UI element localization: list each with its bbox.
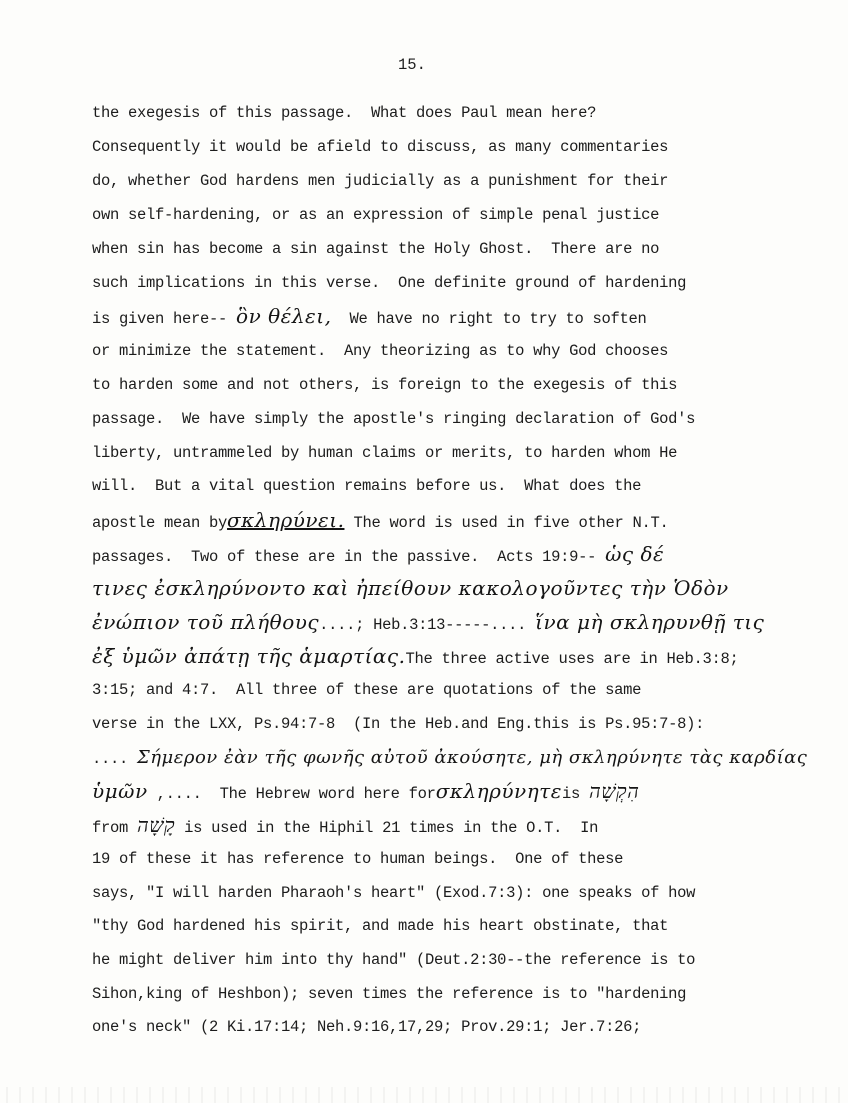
- text-line: [92, 781, 639, 804]
- typed-text: 3:15; and 4:7. All three of these are quotations of the same: [92, 681, 642, 699]
- typed-text: one's neck" (2 Ki.17:14; Neh.9:16,17,29; Prov.29:1; Jer.7:26;: [92, 1018, 642, 1036]
- typed-text: liberty, untrammeled by human claims or merits, to harden whom He: [92, 444, 678, 462]
- text-line: [92, 1017, 641, 1037]
- text-line: [92, 375, 677, 395]
- text-line: [92, 883, 695, 903]
- typed-text: or minimize the statement. Any theorizing as to why God chooses: [92, 342, 669, 360]
- handwritten-insert: הִקְשָׁה: [588, 779, 640, 803]
- text-line: [92, 443, 677, 463]
- typed-text: apostle mean by: [92, 514, 228, 532]
- text-line: [92, 950, 695, 970]
- text-line: [92, 646, 739, 669]
- typed-text: to harden some and not others, is foreign to the exegesis of this: [92, 376, 678, 394]
- handwritten-insert: σκληρύνητε: [435, 779, 562, 803]
- text-line: [92, 137, 668, 157]
- typed-text: verse in the LXX, Ps.94:7-8 (In the Heb.and Eng.this is Ps.95:7-8):: [92, 715, 705, 733]
- typed-text: he might deliver him into thy hand" (Deut.2:30--the reference is to: [92, 951, 696, 969]
- page-number: 15.: [398, 56, 426, 74]
- handwritten-insert: τινες ἐσκληρύνοντο καὶ ἠπείθουν κακολογοῦντες τὴν Ὁδὸν: [92, 576, 729, 600]
- typed-text: We have no right to try to soften: [331, 310, 647, 328]
- text-line: [92, 273, 686, 293]
- text-line: [92, 612, 764, 635]
- text-line: [92, 849, 623, 869]
- text-line: [92, 103, 596, 123]
- text-line: [92, 409, 695, 429]
- text-line: [92, 578, 729, 601]
- text-line: [92, 205, 659, 225]
- handwritten-insert: ὑμῶν: [92, 779, 148, 803]
- typed-text: Consequently it would be afield to discuss, as many commentaries: [92, 138, 669, 156]
- typed-text: ....: [92, 750, 138, 768]
- handwritten-insert: ἐνώπιον τοῦ πλήθους: [92, 610, 320, 634]
- text-line: [92, 239, 659, 259]
- typed-text: when sin has become a sin against the Holy Ghost. There are no: [92, 240, 660, 258]
- typed-text: says, "I will harden Pharaoh's heart" (Exod.7:3): one speaks of how: [92, 884, 696, 902]
- text-line: [92, 714, 704, 734]
- handwritten-insert: ὃν θέλει,: [236, 304, 332, 328]
- text-line: [92, 171, 668, 191]
- typed-text: passage. We have simply the apostle's ringing declaration of God's: [92, 410, 696, 428]
- handwritten-insert: Σήμερον ἐὰν τῆς φωνῆς αὐτοῦ ἀκούσητε, μὴ σκληρύνητε τὰς καρδίας: [137, 747, 808, 768]
- typed-text: from: [92, 819, 138, 837]
- typed-text: passages. Two of these are in the passive. Acts 19:9--: [92, 548, 606, 566]
- text-line: [92, 680, 641, 700]
- typed-text: is given here--: [92, 310, 237, 328]
- text-line: [92, 306, 647, 329]
- typed-text: The three active uses are in Heb.3:8;: [405, 650, 739, 668]
- text-line: [92, 476, 641, 496]
- text-line: [92, 916, 668, 936]
- typed-text: Sihon,king of Heshbon); seven times the reference is to "hardening: [92, 985, 687, 1003]
- paper-edge: [0, 1087, 848, 1103]
- typed-text: The word is used in five other N.T.: [344, 514, 669, 532]
- typed-text: will. But a vital question remains before us. What does the: [92, 477, 642, 495]
- text-line: [92, 341, 668, 361]
- typed-text: own self-hardening, or as an expression of simple penal justice: [92, 206, 660, 224]
- typed-text: is used in the Hiphil 21 times in the O.T. In: [175, 819, 599, 837]
- typed-text: ,.... The Hebrew word here for: [147, 785, 436, 803]
- handwritten-insert: σκληρύνει.: [227, 508, 345, 532]
- typed-text: "thy God hardened his spirit, and made his heart obstinate, that: [92, 917, 669, 935]
- typed-text: do, whether God hardens men judicially as a punishment for their: [92, 172, 669, 190]
- text-line: [92, 510, 669, 533]
- handwritten-insert: קָשָׁה: [137, 813, 176, 837]
- typed-text: ....; Heb.3:13-----....: [319, 616, 536, 634]
- text-line: [92, 748, 807, 769]
- handwritten-insert: ἵνα μὴ σκληρυνθῇ τις: [535, 610, 765, 634]
- handwritten-insert: ὡς δέ: [605, 542, 665, 566]
- handwritten-insert: ἐξ ὑμῶν ἀπάτῃ τῆς ἁμαρτίας.: [92, 644, 406, 668]
- typed-text: 19 of these it has reference to human beings. One of these: [92, 850, 624, 868]
- text-line: [92, 815, 598, 838]
- typed-text: is: [561, 785, 589, 803]
- typed-text: the exegesis of this passage. What does Paul mean here?: [92, 104, 597, 122]
- typed-text: such implications in this verse. One definite ground of hardening: [92, 274, 687, 292]
- text-line: [92, 984, 686, 1004]
- text-line: [92, 544, 664, 567]
